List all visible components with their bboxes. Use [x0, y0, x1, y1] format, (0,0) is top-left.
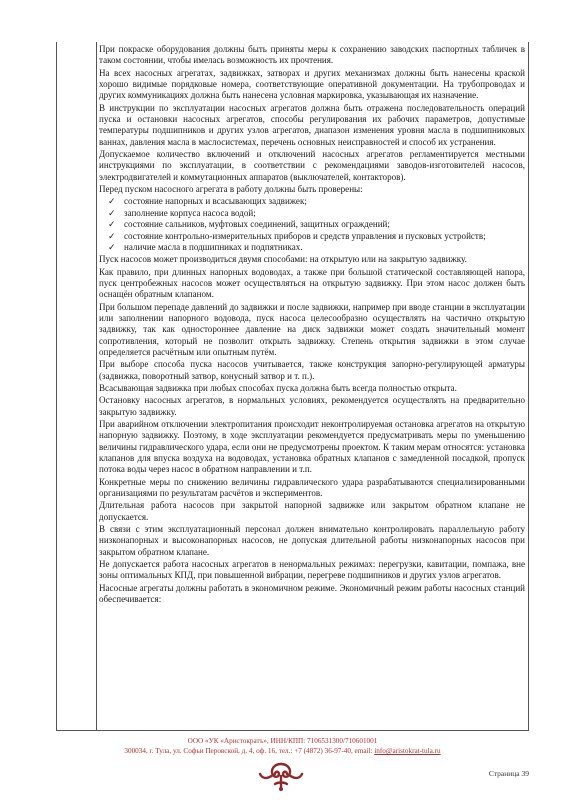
paragraph: Не допускается работа насосных агрегатов в ненормальных режимах: перегрузки, кавитации, помпажа, вне зоны оптимальных КПД, при повышенной вибрации, перегреве подшипников и других узлов агрегатов. — [99, 559, 525, 581]
page-number: Страница 39 — [488, 769, 529, 778]
checklist-item — [108, 230, 525, 242]
footer-address-line — [0, 746, 565, 756]
checklist-item-text: состояние контрольно-измерительных приборов и средств управления и пусковых устройств; — [124, 230, 486, 241]
table-column-divider — [96, 42, 97, 730]
paragraph: Длительная работа насосов при закрытой напорной задвижке или закрытом обратном клапане не допускается. — [99, 500, 525, 522]
checklist-item-text: заполнение корпуса насоса водой; — [124, 207, 256, 218]
footer-company-line: ООО «УК «Аристократъ», ИНН/КПП: 7106531300/710601001 — [187, 737, 378, 745]
paragraph: Пуск насосов может производиться двумя способами: на открытую или на закрытую задвижку. — [99, 254, 467, 265]
checklist-item — [108, 219, 525, 230]
paragraph: При аварийном отключении электропитания происходит неконтролируемая остановка агрегатов на открытую напорную задвижку. Поэтому, в ходе эксплуатации рекомендуется предусматривать меры по уменьшению величины гидравлического удара, если они не предусмотрены проектом. К таким мерам относятся: установка клапанов для впуска воздуха на водоводах, установка обратных клапанов с замедленной посадкой, пропуск потока воды через насос в обратном направлении и т.п. — [99, 419, 525, 475]
paragraph: Всасывающая задвижка при любых способах пуска должна быть всегда полностью открыта. — [99, 382, 457, 393]
paragraph: Остановку насосных агрегатов, в нормальных условиях, рекомендуется осуществлять на предварительно закрытую задвижку. — [99, 395, 525, 417]
check-icon: ✓ — [108, 207, 116, 218]
page-content — [99, 44, 525, 607]
checklist-item-text: наличие масла в подшипниках и подпятниках. — [124, 241, 303, 252]
check-icon: ✓ — [108, 196, 116, 207]
checklist-item — [108, 241, 525, 253]
checklist-item-text: состояние сальников, муфтовых соединений, защитных ограждений; — [124, 219, 390, 230]
footer-address-text: 300034, г. Тула, ул. Софьи Перовской, д. 4, оф. 16, тел.: +7 (4872) 36-97-40, email: — [124, 747, 375, 755]
paragraph: При выборе способа пуска насосов учитывается, также конструкция запорно-регулирующей арматуры (задвижка, поворотный затвор, конусный затвор и т. п.). — [99, 359, 525, 381]
footer-email-link[interactable]: info@aristokrat-tula.ru — [374, 747, 441, 755]
check-icon: ✓ — [108, 230, 116, 241]
paragraph: На всех насосных агрегатах, задвижках, затворах и других механизмах должны быть нанесены краской хорошо видимые порядковые номера, соответствующие оперативной документации. На трубопроводах и других коммуникациях должна быть нанесена условная маркировка, указывающая их назначение. — [99, 67, 525, 101]
check-icon: ✓ — [108, 219, 116, 230]
paragraph: В связи с этим эксплуатационный персонал должен внимательно контролировать параллельную работу низконапорных и высоконапорных насосов, не допуская длительной работы низконапорных насосов при закрытом обратном клапане. — [99, 524, 525, 557]
paragraph: Как правило, при длинных напорных водоводах, а также при большой статической составляющей напора, пуск центробежных насосов может осуществляться на открытую задвижку. При этом насос должен быть оснащён обратным клапаном. — [99, 266, 525, 300]
check-icon: ✓ — [108, 241, 116, 252]
checklist-item — [108, 207, 525, 219]
page-footer — [0, 736, 565, 756]
paragraph: Допускаемое количество включений и отключений насосных агрегатов регламентируется местными инструкциями по эксплуатации, в соответствии с рекомендациями заводов-изготовителей насосов, электродвигателей и коммутационных аппаратов (выключателей, контакторов). — [99, 149, 525, 182]
paragraph: Конкретные меры по снижению величины гидравлического удара разрабатываются специализированными организациями по результатам расчётов и экспериментов. — [99, 476, 525, 499]
checklist — [99, 196, 525, 253]
paragraph: Перед пуском насосного агрегата в работу должны быть проверены: — [99, 184, 363, 195]
paragraph: В инструкции по эксплуатации насосных агрегатов должна быть отражена последовательность операций пуска и остановки насосных агрегатов, способы регулирования их рабочих параметров, допустимые температуры подшипников и других узлов агрегатов, диапазон изменения уровня масла в подшипниковых ваннах, давления масла в маслосистемах, перечень основных неисправностей и способ их устранения. — [99, 102, 525, 147]
checklist-item-text: состояние напорных и всасывающих задвижек; — [124, 196, 307, 207]
paragraph: При большом перепаде давлений до задвижки и после задвижки, например при вводе станции в эксплуатации или заполнении напорного водовода, пуск насоса целесообразно осуществлять на частично открытую задвижку, так как одностороннее давление на диск задвижки может создать значительный момент сопротивления, который не позволит открыть задвижку. Степень открытия задвижки в этом случае определяется расчётным или опытным путём. — [99, 301, 525, 357]
paragraph: При покраске оборудования должны быть приняты меры к сохранению заводских паспортных табличек в таком состоянии, чтобы имелась возможность их прочтения. — [99, 44, 525, 66]
paragraph: Насосные агрегаты должны работать в экономичном режиме. Экономичный режим работы насосных станций обеспечивается: — [99, 582, 525, 605]
checklist-item — [108, 196, 525, 207]
decorative-ornament-icon — [256, 760, 306, 792]
